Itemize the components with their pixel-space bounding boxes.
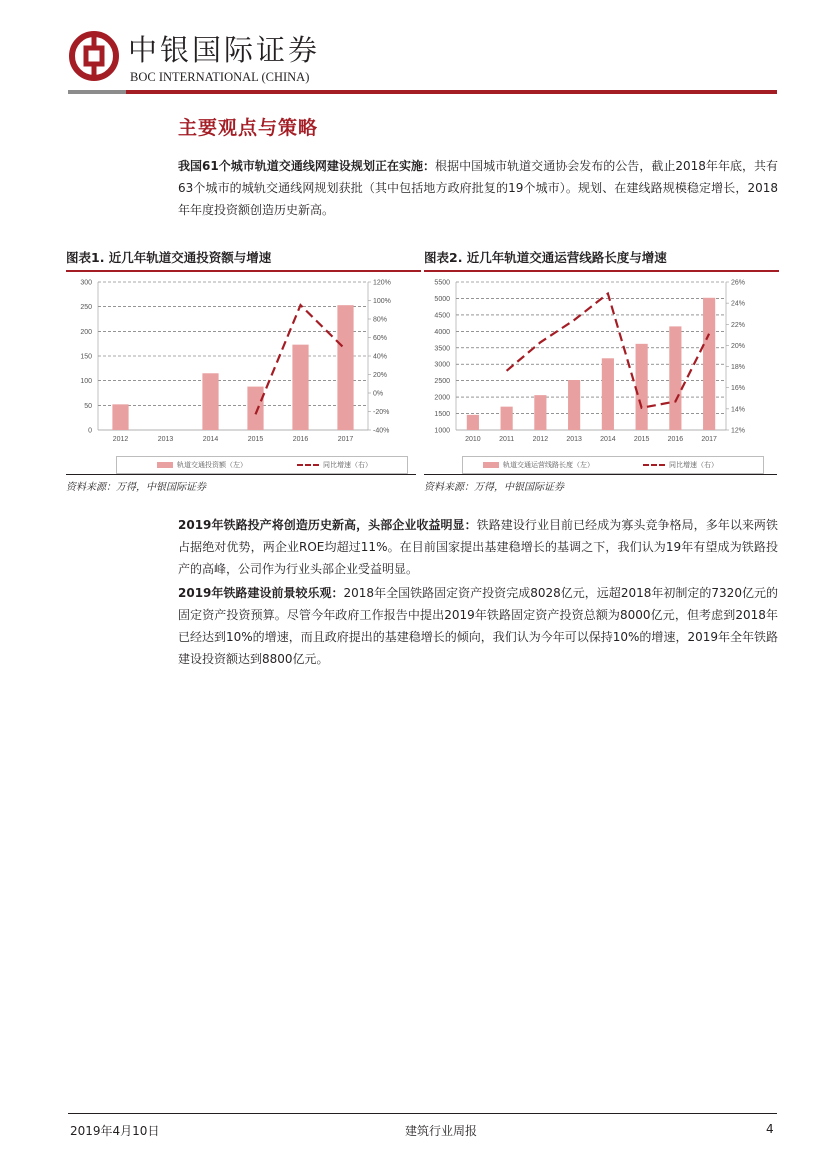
chart-1-bar bbox=[337, 305, 353, 430]
paragraph-body: 根据中国城市轨道交通协会发布的公告，截止2018年年底，共有63个城市的城轨交通线网规划获批（其中包括地方政府批复的19个城市）。规划、在建线路规模稳定增长，2018年年度投资额创造历史新高。 bbox=[178, 159, 779, 217]
chart-2-y-right-tick: 16% bbox=[731, 385, 746, 393]
paragraph-body: 铁路建设行业目前已经成为寡头竞争格局，多年以来两铁占据绝对优势，两企业ROE均超过11%。在目前国家提出基建稳增长的基调之下，我们认为19年有望成为铁路投产的高峰，公司作为行业头部企业受益明显。 bbox=[178, 518, 778, 576]
chart-2-y-left-tick: 5500 bbox=[434, 279, 450, 287]
chart-1-x-tick: 2017 bbox=[337, 436, 354, 443]
chart-2-y-left-tick: 5000 bbox=[434, 295, 450, 303]
chart-2-legend-line bbox=[643, 460, 718, 470]
footer-report-title: 建筑行业周报 bbox=[405, 1124, 478, 1138]
chart-1-x-tick: 2014 bbox=[202, 436, 219, 443]
chart-1-svg bbox=[66, 272, 421, 462]
boc-coin-logo-icon bbox=[68, 30, 120, 82]
legend-bar-swatch bbox=[157, 462, 173, 468]
chart-2-y-right-tick: 18% bbox=[731, 364, 746, 372]
chart-1-y-right-tick: -20% bbox=[373, 409, 390, 416]
header-rule-red bbox=[126, 90, 777, 94]
paragraph-railway-output bbox=[178, 514, 778, 580]
chart-2-legend bbox=[462, 456, 764, 474]
chart-2-legend-line-label: 同比增速（右） bbox=[669, 461, 718, 469]
chart-1-source-rule bbox=[66, 474, 416, 475]
chart-2-svg bbox=[424, 272, 779, 462]
paragraph-lead: 我国61个城市轨道交通线网建设规划正在实施： bbox=[178, 159, 436, 173]
chart-2-y-left-tick: 3000 bbox=[434, 361, 450, 369]
chart-1-y-right-tick: 20% bbox=[373, 372, 388, 379]
footer-date: 2019年4月10日 bbox=[70, 1124, 160, 1138]
chart-1-x-tick: 2015 bbox=[247, 436, 264, 443]
chart-1-x-tick: 2012 bbox=[112, 436, 129, 443]
chart-2 bbox=[424, 248, 779, 469]
chart-2-y-left-tick: 4000 bbox=[434, 328, 450, 336]
chart-2-x-tick: 2017 bbox=[701, 436, 717, 443]
section-title: 主要观点与策略 bbox=[178, 117, 319, 139]
chart-2-y-right-tick: 12% bbox=[731, 427, 746, 435]
chart-2-title: 图表2. 近几年轨道交通运营线路长度与增速 bbox=[424, 250, 667, 265]
chart-1-bar bbox=[247, 387, 263, 430]
chart-2-y-left-tick: 4500 bbox=[434, 312, 450, 320]
chart-2-bar bbox=[669, 326, 681, 430]
chart-2-bar bbox=[636, 344, 648, 430]
chart-1-y-left-tick: 200 bbox=[80, 328, 92, 336]
chart-2-x-tick: 2013 bbox=[566, 436, 582, 443]
chart-1-y-right-tick: 0% bbox=[373, 390, 384, 398]
brand-name-en: BOC INTERNATIONAL (CHINA) bbox=[130, 70, 310, 84]
chart-2-y-left-tick: 3500 bbox=[434, 345, 450, 353]
chart-1-legend-line-label: 同比增速（右） bbox=[323, 461, 372, 469]
chart-1-y-right-tick: 60% bbox=[373, 335, 388, 342]
chart-2-legend-bar-label: 轨道交通运营线路长度（左） bbox=[503, 461, 594, 469]
chart-1-x-tick: 2013 bbox=[157, 436, 174, 443]
chart-1-source: 资料来源：万得，中银国际证券 bbox=[66, 482, 206, 493]
chart-2-x-tick: 2010 bbox=[465, 436, 481, 443]
chart-1-bar bbox=[292, 345, 308, 430]
chart-2-y-right-tick: 26% bbox=[731, 279, 746, 287]
chart-1-y-left-tick: 250 bbox=[80, 304, 92, 312]
chart-2-y-right-tick: 22% bbox=[731, 321, 746, 329]
chart-1-plot bbox=[66, 272, 421, 469]
chart-2-bar bbox=[501, 407, 513, 430]
chart-1-y-right-tick: 100% bbox=[373, 298, 391, 305]
paragraph-urban-rail bbox=[178, 155, 778, 221]
legend-line-swatch bbox=[643, 464, 665, 466]
paragraph-railway-outlook bbox=[178, 582, 778, 670]
chart-1-y-right-tick: -40% bbox=[373, 427, 390, 435]
chart-2-y-left-tick: 2000 bbox=[434, 394, 450, 402]
chart-1-y-right-tick: 40% bbox=[373, 353, 388, 361]
paragraph-body: 2018年全国铁路固定资产投资完成8028亿元，远超2018年初制定的7320亿元的固定资产投资预算。尽管今年政府工作报告中提出2019年铁路固定资产投资总额为8000亿元，但考虑到2018年已经达到10%的增速，而且政府提出的基建稳增长的倾向，我们认为今年可以保持10%的增速，2019年全年铁路建设投资额达到8800亿元。 bbox=[178, 586, 778, 666]
chart-2-y-right-tick: 20% bbox=[731, 342, 746, 350]
chart-1-y-right-tick: 120% bbox=[373, 279, 391, 287]
chart-2-legend-bar bbox=[483, 460, 594, 470]
chart-1-y-left-tick: 0 bbox=[88, 427, 92, 435]
chart-2-source: 资料来源：万得，中银国际证券 bbox=[424, 482, 564, 493]
header-rule-grey bbox=[68, 90, 126, 94]
chart-1-legend bbox=[116, 456, 408, 474]
chart-2-bar bbox=[602, 358, 614, 430]
chart-1-bar bbox=[202, 373, 218, 430]
chart-1-bar bbox=[112, 404, 128, 430]
chart-2-x-tick: 2016 bbox=[667, 436, 684, 443]
chart-1-y-left-tick: 100 bbox=[80, 378, 92, 386]
chart-2-x-tick: 2015 bbox=[633, 436, 650, 443]
legend-line-swatch bbox=[297, 464, 319, 466]
chart-1-title: 图表1. 近几年轨道交通投资额与增速 bbox=[66, 250, 272, 265]
chart-2-x-tick: 2012 bbox=[532, 436, 549, 443]
chart-2-y-right-tick: 24% bbox=[731, 300, 746, 308]
chart-1-x-tick: 2016 bbox=[292, 436, 309, 443]
chart-1-y-right-tick: 80% bbox=[373, 316, 388, 324]
chart-2-y-left-tick: 1000 bbox=[434, 427, 450, 435]
chart-2-y-right-tick: 14% bbox=[731, 406, 746, 414]
chart-2-y-left-tick: 2500 bbox=[434, 378, 450, 386]
chart-2-x-tick: 2011 bbox=[499, 436, 515, 443]
page-header bbox=[0, 0, 827, 100]
chart-1-legend-bar bbox=[157, 460, 247, 470]
chart-2-x-tick: 2014 bbox=[600, 436, 616, 443]
chart-2-bar bbox=[703, 298, 715, 430]
chart-2-bar bbox=[534, 395, 546, 430]
page-number: 4 bbox=[766, 1122, 774, 1136]
paragraph-lead: 2019年铁路投产将创造历史新高，头部企业收益明显： bbox=[178, 518, 477, 532]
brand-name-cn: 中银国际证券 bbox=[128, 33, 321, 67]
chart-2-y-left-tick: 1500 bbox=[434, 411, 450, 419]
chart-1-y-left-tick: 300 bbox=[80, 279, 92, 287]
chart-1-y-left-tick: 150 bbox=[80, 353, 92, 361]
chart-1-legend-line bbox=[297, 460, 372, 470]
chart-2-source-rule bbox=[424, 474, 777, 475]
chart-1 bbox=[66, 248, 421, 469]
chart-1-legend-bar-label: 轨道交通投资额（左） bbox=[177, 461, 247, 469]
footer-rule bbox=[68, 1113, 777, 1114]
chart-2-plot bbox=[424, 272, 779, 469]
chart-2-bar bbox=[467, 415, 479, 430]
legend-bar-swatch bbox=[483, 462, 499, 468]
chart-1-y-left-tick: 50 bbox=[84, 402, 92, 410]
chart-2-bar bbox=[568, 380, 580, 430]
paragraph-lead: 2019年铁路建设前景较乐观： bbox=[178, 586, 344, 600]
